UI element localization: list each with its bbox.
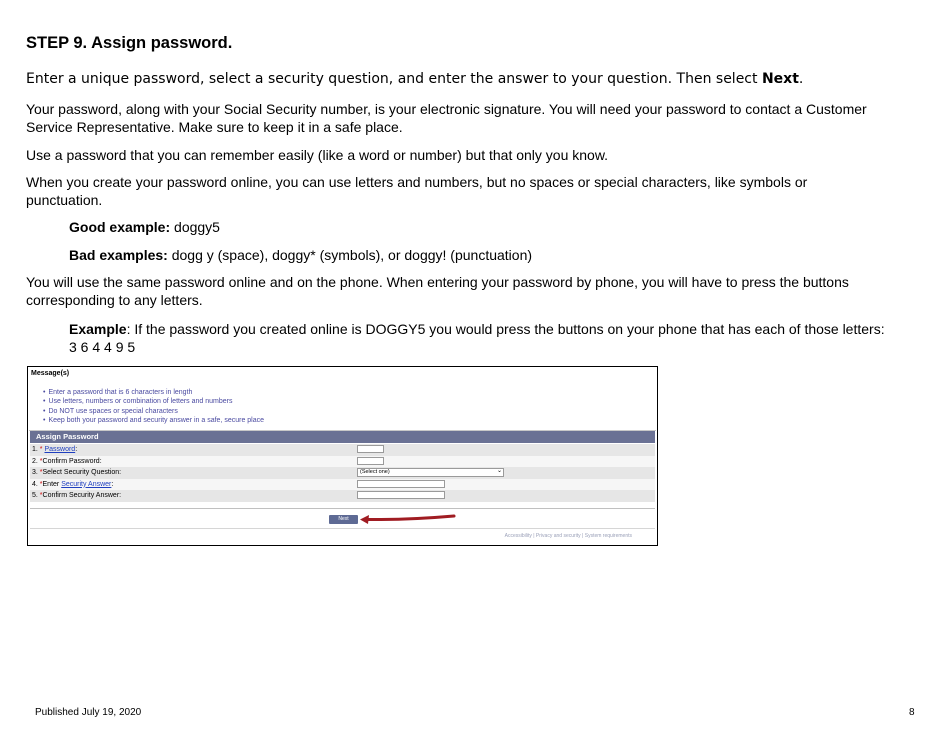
example-label: Example [69,321,127,337]
message-item: • Enter a password that is 6 characters in length [43,388,264,397]
pointer-arrow-icon [358,511,458,527]
required-marker: * [37,492,43,499]
confirm-password-label: Confirm Password: [42,457,102,465]
step-heading: STEP 9. Assign password. [26,34,233,52]
example-paragraph [69,320,889,356]
confirm-answer-input[interactable] [357,491,445,499]
row-suffix: : [111,480,114,488]
password-link[interactable]: Password [44,446,76,453]
intro-end: . [798,71,804,87]
example-text: : If the password you created online is DOGGY5 you would press the buttons on your phone that has each of those letters: 3 6 4 4 9 5 [69,321,885,355]
messages-title: Message(s) [31,370,70,377]
confirm-password-row [30,456,655,468]
good-example-label: Good example: [69,219,171,235]
bad-examples [69,246,532,264]
message-item: • Do NOT use spaces or special characters [43,407,264,416]
signature-paragraph: Your password, along with your Social Security number, is your electronic signature. You will need your password to contact a Customer Service Representative. Make sure to keep it in a safe place. [26,101,867,135]
security-answer-input[interactable] [357,480,445,488]
select-value: (Select one) [360,469,390,475]
arrow-head [360,515,369,524]
assign-password-header: Assign Password [30,431,655,443]
same-password-paragraph: You will use the same password online and on the phone. When entering your password by phone, you will have to press the buttons corresponding to any letters. [26,274,849,308]
footer-links[interactable]: Accessibility | Privacy and security | System requirements [504,533,632,539]
bad-examples-value: dogg y (space), doggy* (symbols), or doggy! (punctuation) [167,247,533,263]
published-date: Published July 19, 2020 [35,707,142,718]
bad-examples-label: Bad examples: [69,247,168,263]
confirm-answer-label: Confirm Security Answer: [42,492,122,499]
assign-password-screenshot [27,366,658,546]
remember-paragraph: Use a password that you can remember easily (like a word or number) but that only you know. [26,147,609,163]
row-suffix: : [75,446,78,453]
required-marker: * [37,469,43,476]
row-number: 5. [32,492,38,499]
row-number: 1. [32,446,38,453]
message-item: • Keep both your password and security answer in a safe, secure place [43,416,264,425]
page-number: 8 [909,707,915,718]
security-answer-row [30,479,655,491]
intro-next-bold: Next [761,71,799,87]
password-row [30,444,655,456]
security-answer-link[interactable]: Security Answer [61,480,112,488]
good-example [69,218,220,236]
footer-divider [30,528,655,529]
arrow-shaft [367,516,454,520]
messages-list [43,388,264,425]
security-question-row [30,467,655,479]
security-answer-prefix: Enter [42,480,62,488]
chevron-down-icon: ⌄ [496,468,502,474]
security-question-label: Select Security Question: [42,469,122,476]
required-marker: * [37,446,45,453]
confirm-password-input[interactable] [357,457,384,465]
row-number: 3. [32,469,38,476]
confirm-answer-row [30,490,655,502]
row-number: 2. [32,457,38,465]
required-marker: * [37,457,43,465]
security-question-select[interactable] [357,468,504,477]
next-button[interactable]: Next [329,515,358,524]
create-paragraph: When you create your password online, you can use letters and numbers, but no spaces or special characters, like symbols or punctuation. [26,174,808,208]
password-input[interactable] [357,445,384,453]
messages-box [29,368,656,431]
message-item: • Use letters, numbers or combination of letters and numbers [43,397,264,406]
required-marker: * [37,480,43,488]
intro-paragraph [26,70,803,88]
form-divider [30,508,655,509]
intro-text: Enter a unique password, select a security question, and enter the answer to your question. Then select [26,71,762,87]
good-example-value: doggy5 [170,219,220,235]
row-number: 4. [32,480,38,488]
